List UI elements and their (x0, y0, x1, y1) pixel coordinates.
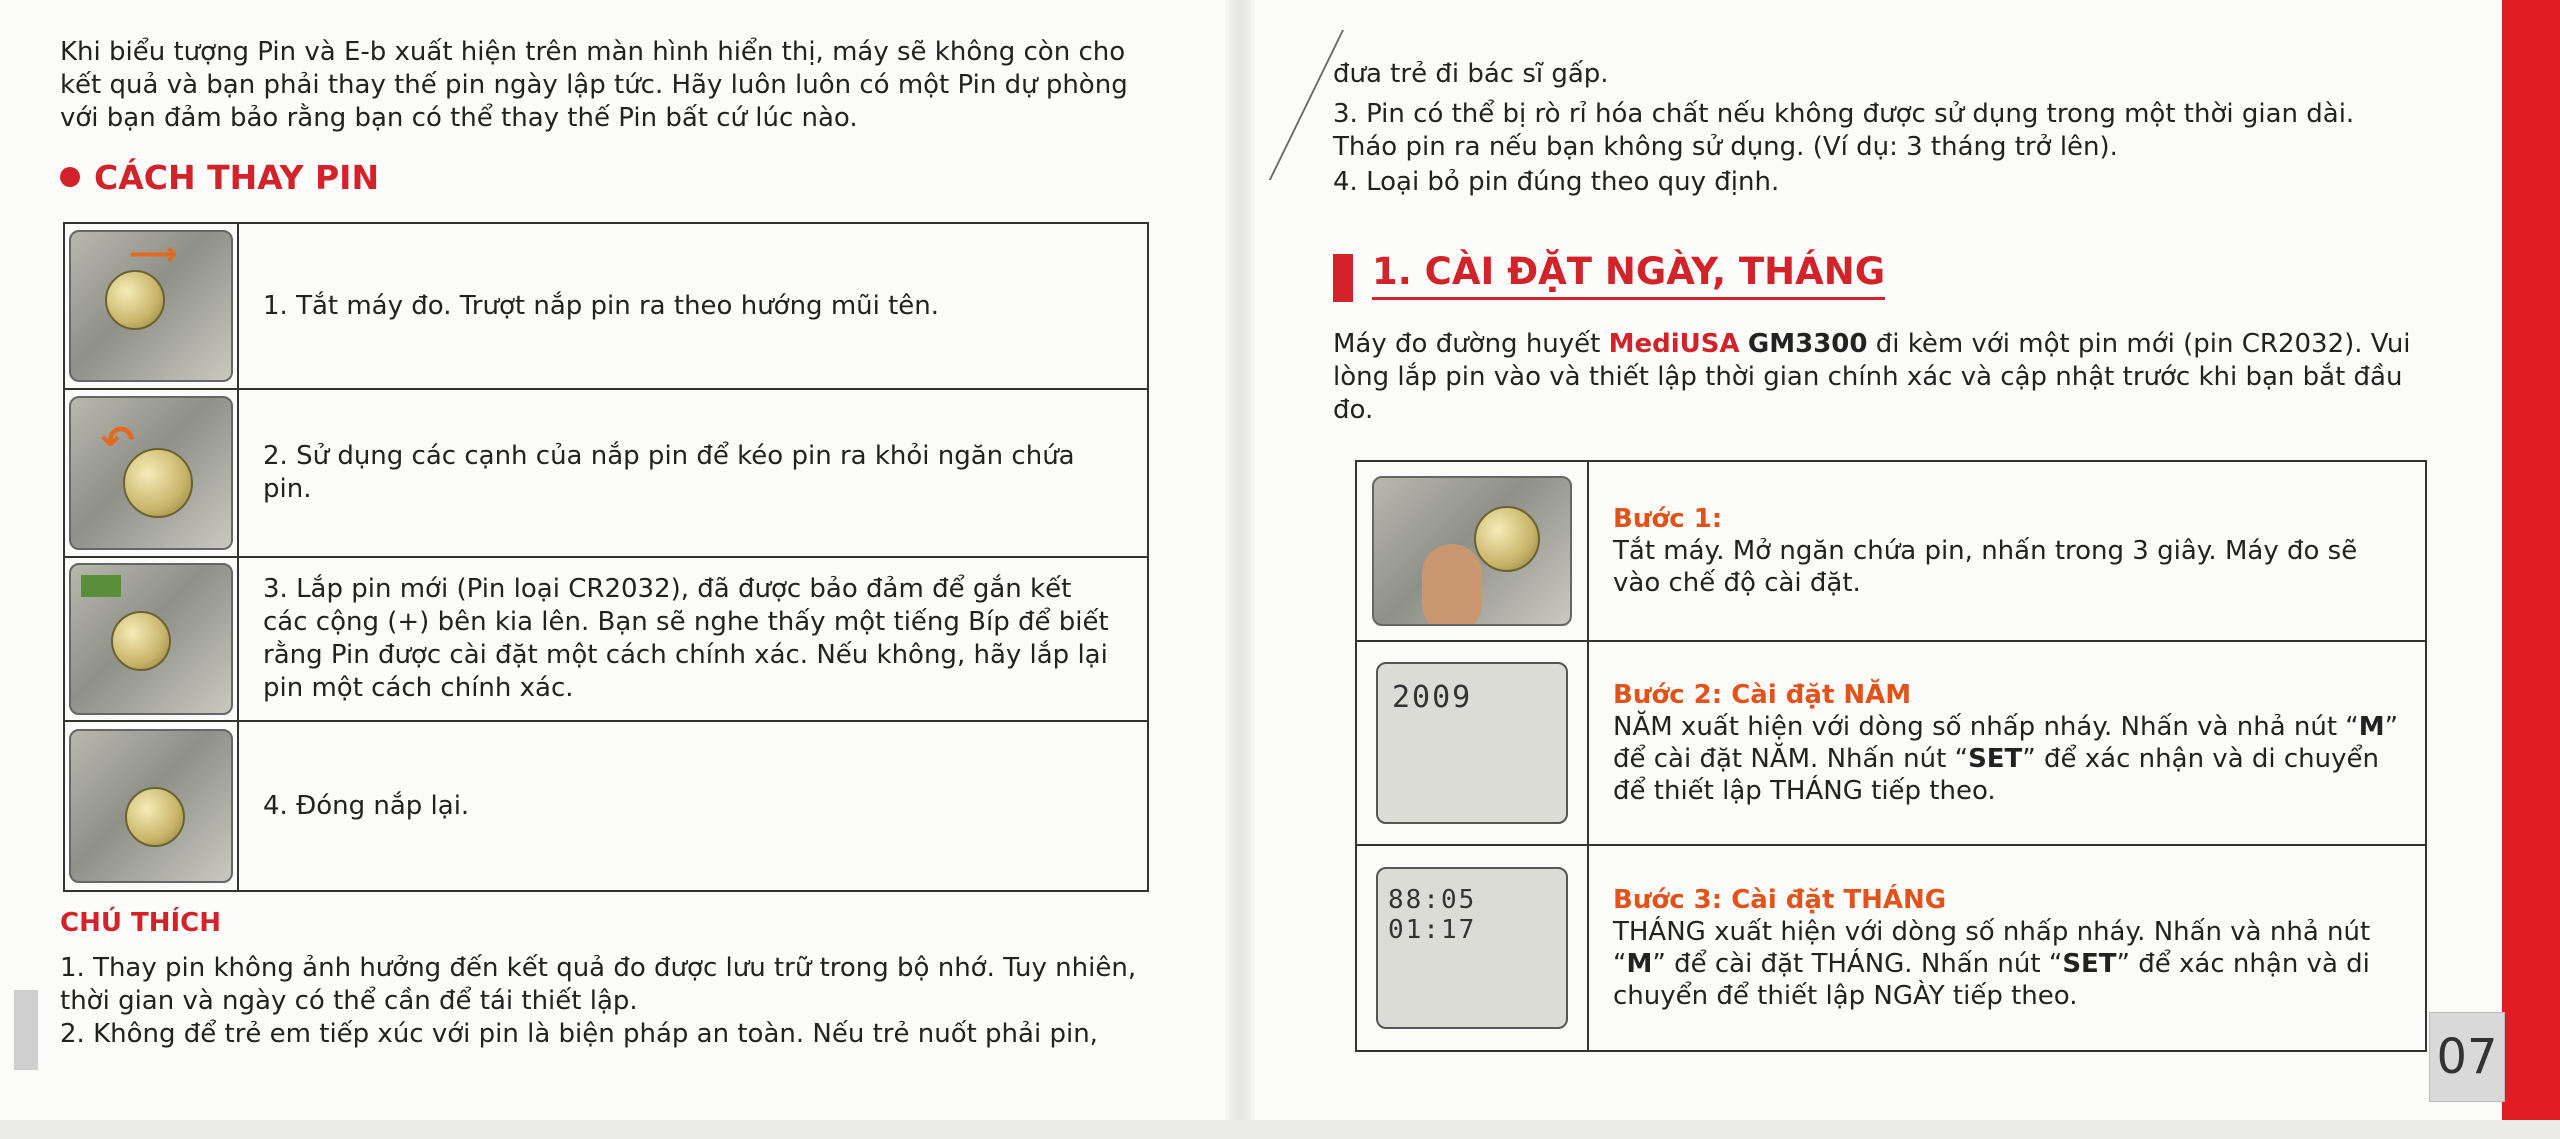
date-step-2-text (1588, 641, 2426, 845)
lcd-display (1376, 662, 1568, 824)
note-2: 2. Không để trẻ em tiếp xúc với pin là biện pháp an toàn. Nếu trẻ nuốt phải pin, (60, 1019, 1098, 1049)
intro-text: Máy đo đường huyết (1333, 329, 1609, 359)
note-1: 1. Thay pin không ảnh hưởng đến kết quả đo được lưu trữ trong bộ nhớ. Tuy nhiên, thời gian và ngày có thể cần để tái thiết lập. (60, 953, 1137, 1016)
battery-step-row (64, 721, 1148, 891)
date-section-title: 1. CÀI ĐẶT NGÀY, THÁNG (1372, 250, 1885, 300)
step-2-desc: ” để cài đặt NĂM. Nhấn nút “ (1613, 712, 2399, 774)
notes-title: CHÚ THÍCH (60, 908, 222, 938)
battery-step-2-text: 2. Sử dụng các cạnh của nắp pin để kéo pin ra khỏi ngăn chứa pin. (238, 389, 1148, 557)
date-step-1-text (1588, 461, 2426, 641)
battery-step-row (64, 223, 1148, 389)
battery-step-3-text: 3. Lắp pin mới (Pin loại CR2032), đã được bảo đảm để gắn kết các cộng (+) bên kia lên. Bạn sẽ nghe thấy một tiếng Bíp để biết rằng Pin được cài đặt một cách chính xác. Nếu không, hãy lắp lại pin một cách chính xác. (238, 557, 1148, 721)
battery-intro: Khi biểu tượng Pin và E-b xuất hiện trên màn hình hiển thị, máy sẽ không còn cho kết quả và bạn phải thay thế pin ngày lập tức. Hãy luôn luôn có một Pin dự phòng với bạn đảm bảo rằng bạn có thể thay thế Pin bất cứ lúc nào. (60, 37, 1128, 133)
battery-step-1-text: 1. Tắt máy đo. Trượt nắp pin ra theo hướng mũi tên. (238, 223, 1148, 389)
date-step-row (1356, 641, 2426, 845)
date-step-3-image (1356, 845, 1588, 1051)
battery-step-row (64, 389, 1148, 557)
date-step-2-image (1356, 641, 1588, 845)
battery-step-3-image (64, 557, 238, 721)
battery-steps-table (63, 222, 1149, 892)
red-edge-band (2502, 0, 2560, 1139)
date-step-row (1356, 461, 2426, 641)
left-edge-tab (14, 990, 38, 1070)
step-1-title: Bước 1: (1613, 504, 1723, 534)
heading-bar (1333, 254, 1353, 302)
step-2-desc: NĂM xuất hiện với dòng số nhấp nháy. Nhấn và nhả nút “ (1613, 712, 2359, 742)
bottom-shade (0, 1120, 2560, 1139)
date-intro (1333, 328, 2413, 427)
step-2-title: Bước 2: Cài đặt NĂM (1613, 680, 1912, 710)
set-key-label: SET (2062, 949, 2117, 979)
lcd-month: 88:05 01:17 (1388, 885, 1477, 945)
lcd-year: 2009 (1392, 680, 1473, 715)
date-steps-table (1355, 460, 2427, 1052)
step-2-desc: ” để xác nhận và di chuyển để thiết lập THÁNG tiếp theo. (1613, 744, 2379, 806)
brand-name: MediUSA (1608, 329, 1740, 359)
m-key-label: M (1626, 949, 1653, 979)
continued-item-3: 3. Pin có thể bị rò rỉ hóa chất nếu không được sử dụng trong một thời gian dài. Tháo pin ra nếu bạn không sử dụng. (Ví dụ: 3 tháng trở lên). (1333, 99, 2355, 162)
step-3-desc: THÁNG xuất hiện với dòng số nhấp nháy. Nhấn và nhả nút “ (1613, 917, 2371, 979)
model-name: GM3300 (1747, 329, 1868, 359)
battery-step-4-text: 4. Đóng nắp lại. (238, 721, 1148, 891)
date-step-3-text (1588, 845, 2426, 1051)
bullet-dot (60, 167, 80, 187)
step-3-desc: ” để xác nhận và di chuyển để thiết lập NGÀY tiếp theo. (1613, 949, 2370, 1011)
battery-section-title (60, 158, 379, 197)
step-3-title: Bước 3: Cài đặt THÁNG (1613, 885, 1947, 915)
date-step-row (1356, 845, 2426, 1051)
m-key-label: M (2358, 712, 2385, 742)
page-number: 07 (2429, 1012, 2505, 1102)
continued-line-1: đưa trẻ đi bác sĩ gấp. (1333, 59, 1609, 89)
intro-text-rest: đi kèm với một pin mới (pin CR2032). Vui lòng lắp pin vào và thiết lập thời gian chính xác và cập nhật trước khi bạn bắt đầu đo. (1333, 329, 2411, 425)
lcd-display (1376, 867, 1568, 1029)
continued-item-4: 4. Loại bỏ pin đúng theo quy định. (1333, 167, 1780, 197)
battery-step-row (64, 557, 1148, 721)
date-step-1-image (1356, 461, 1588, 641)
finger (1422, 544, 1482, 626)
step-3-desc: ” để cài đặt THÁNG. Nhấn nút “ (1652, 949, 2063, 979)
step-1-desc: Tắt máy. Mở ngăn chứa pin, nhấn trong 3 giây. Máy đo sẽ vào chế độ cài đặt. (1613, 536, 2358, 598)
battery-step-4-image (64, 721, 238, 891)
set-key-label: SET (1968, 744, 2023, 774)
battery-step-1-image: ⟶ (64, 223, 238, 389)
battery-section-title-text: CÁCH THAY PIN (94, 158, 380, 197)
battery-step-2-image: ↶ (64, 389, 238, 557)
